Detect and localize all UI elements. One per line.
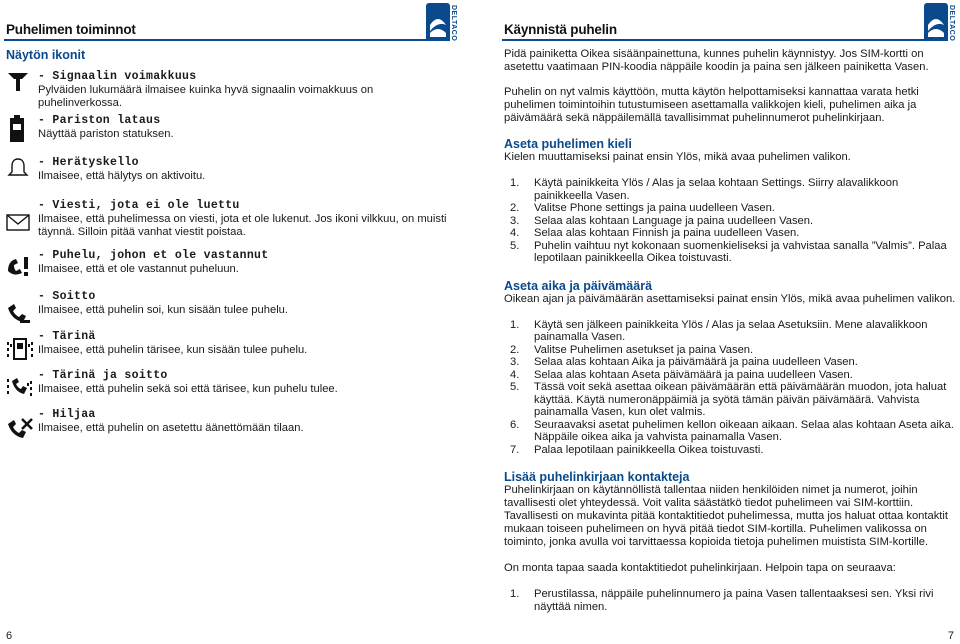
list-item: 6. Seuraavaksi asetat puhelimen kellon oikeaan aikaan. Selaa alas kohtaan Aseta aika. Näppäile oikea aika ja vahvista painamalla Vasen. — [510, 418, 954, 443]
contacts-paragraph-2: On monta tapaa saada kontaktitiedot puhelinkirjaan. Helpoin tapa on seuraava: — [504, 562, 896, 574]
right-page — [496, 0, 960, 644]
left-page-header: Puhelimen toiminnot — [6, 22, 136, 37]
icon-desc: Ilmaisee, että hälytys on aktivoitu. — [38, 170, 206, 182]
section-title-icons: Näytön ikonit — [6, 48, 86, 62]
icon-title: - Tärinä — [38, 330, 96, 343]
list-item: 4. Selaa alas kohtaan Aseta päivämäärä ja paina uudelleen Vasen. — [510, 368, 853, 381]
icon-desc: Ilmaisee, että puhelin on asetettu äänettömään tilaan. — [38, 422, 304, 434]
list-item: 1. Perustilassa, näppäile puhelinnumero ja paina Vasen tallentaaksesi sen. Yksi rivi näyttää nimen. — [510, 588, 934, 613]
list-item: 5. Puhelin vaihtuu nyt kokonaan suomenkieliseksi ja vahvistaa sanalla ”Valmis”. Palaa lepotilaan painikkeella Oikea toistuvasti. — [510, 239, 947, 264]
header-rule — [502, 39, 942, 41]
list-item: 7. Palaa lepotilaan painikkeella Oikea toistuvasti. — [510, 443, 764, 456]
icon-desc: Ilmaisee, että puhelin soi, kun sisään tulee puhelu. — [38, 304, 289, 316]
language-intro: Kielen muuttamiseksi painat ensin Ylös, mikä avaa puhelimen valikon. — [504, 151, 851, 163]
icon-title: - Puhelu, johon et ole vastannut — [38, 249, 269, 262]
list-item: 2. Valitse Puhelimen asetukset ja paina Vasen. — [510, 343, 754, 356]
logo-text: DELTACO — [450, 5, 457, 42]
bell-icon — [6, 156, 30, 180]
icon-title: - Tärinä ja soitto — [38, 369, 168, 382]
section-title-date: Aseta aika ja päivämäärä — [504, 278, 653, 293]
icon-desc: Näyttää pariston statuksen. — [38, 128, 174, 140]
vibrate-ring-icon — [6, 375, 30, 399]
list-item: 1. Käytä painikkeita Ylös / Alas ja selaa kohtaan Settings. Siirry alavalikkoon painikkeella Vasen. — [510, 177, 899, 202]
date-intro: Oikean ajan ja päivämäärän asettamiseksi painat ensin Ylös, mikä avaa puhelimen valikon. — [504, 292, 956, 305]
icon-title: - Pariston lataus — [38, 114, 161, 127]
icon-title: - Signaalin voimakkuus — [38, 70, 197, 83]
header-rule — [4, 39, 444, 41]
right-content — [504, 48, 956, 613]
right-page-header: Käynnistä puhelin — [504, 22, 617, 37]
silent-icon — [6, 416, 30, 440]
intro-paragraph-1: Pidä painiketta Oikea sisäänpainettuna, kunnes puhelin käynnistyy. Jos SIM-kortti on asetettu vaatimaan PIN-koodia näppäile koodin ja paina sen jälkeen painiketta Vasen. — [504, 48, 929, 73]
icon-title: - Viesti, jota ei ole luettu — [38, 199, 240, 212]
icon-title: - Hiljaa — [38, 408, 96, 421]
contacts-steps — [504, 588, 956, 613]
list-item: 4. Selaa alas kohtaan Finnish ja paina uudelleen Vasen. — [510, 227, 800, 239]
page-number: 6 — [6, 630, 13, 642]
deltaco-logo — [924, 3, 958, 41]
left-page — [0, 0, 470, 644]
list-item: 3. Selaa alas kohtaan Language ja paina uudelleen Vasen. — [510, 214, 814, 227]
list-item: 5. Tässä voit sekä asettaa oikean päivämäärän että päivämäärän muodon, jota haluat käyttää. Käytä numeronäppäimiä ja syötä tämän päivän päivämäärä. Vahvista painamalla Vasen, kun olet valmis. — [510, 381, 947, 418]
icon-desc: Ilmaisee, että puhelin tärisee, kun sisään tulee puhelu. — [38, 344, 308, 356]
date-steps — [504, 319, 956, 457]
envelope-icon — [6, 213, 30, 237]
deltaco-logo — [426, 3, 460, 41]
language-steps — [504, 177, 956, 265]
icon-desc: Ilmaisee, että puhelin sekä soi että tärisee, kun puhelu tulee. — [38, 383, 338, 395]
icon-desc: Ilmaisee, että et ole vastannut puheluun. — [38, 263, 239, 275]
list-item: 1. Käytä sen jälkeen painikkeita Ylös / Alas ja selaa Asetuksiin. Mene alavalikkoon painamalla Vasen. — [510, 318, 928, 343]
contacts-paragraph-1: Puhelinkirjaan on käytännöllistä tallentaa niiden henkilöiden nimet ja numerot, joihin tavallisesti olet yhteydessä. Voit valita säästätkö tiedot puhelimeen vai SIM-korttiin. Tavallisesti on mukavinta pitää kontaktitiedot puhelimessa, mutta jos haluat ottaa kontaktit mukaan toiseen puhelimeen on hyvä pitää tiedot SIM-kortilla. Puhelimen valikossa on toiminto, jonka avulla voi tarvittaessa kopioida tietoja puhelimen muistista SIM-kortille. — [504, 484, 949, 548]
icon-title: - Herätyskello — [38, 156, 139, 169]
page-number: 7 — [947, 630, 954, 642]
section-title-language: Aseta puhelimen kieli — [504, 137, 632, 151]
icon-desc: Ilmaisee, että puhelimessa on viesti, jota et ole lukenut. Jos ikoni vilkkuu, on muisti täynnä. Silloin pitää vanhat viestit poistaa. — [38, 213, 447, 238]
battery-icon — [6, 114, 30, 138]
section-title-contacts: Lisää puhelinkirjaan kontakteja — [504, 470, 690, 484]
missed-call-icon — [6, 255, 30, 279]
logo-text: DELTACO — [948, 5, 955, 42]
list-item: 3. Selaa alas kohtaan Aika ja päivämäärä ja paina uudelleen Vasen. — [510, 356, 858, 368]
ring-icon — [6, 300, 30, 324]
icon-desc: Pylväiden lukumäärä ilmaisee kuinka hyvä signaalin voimakkuus on puhelinverkossa. — [38, 84, 374, 109]
vibrate-icon — [6, 336, 30, 360]
intro-paragraph-2: Puhelin on nyt valmis käyttöön, mutta käytön helpottamiseksi kannattaa varata hetki puhelimen toimintoihin tutustumiseen asettamalla valikkojen kieli, puhelimen aika ja päivämäärä sekä näppäilemällä tavallisimmat puhelinnumerot puhelinkirjaan. — [504, 86, 919, 124]
signal-icon — [6, 70, 30, 94]
list-item: 2. Valitse Phone settings ja paina uudelleen Vasen. — [510, 202, 775, 214]
icon-title: - Soitto — [38, 290, 96, 303]
